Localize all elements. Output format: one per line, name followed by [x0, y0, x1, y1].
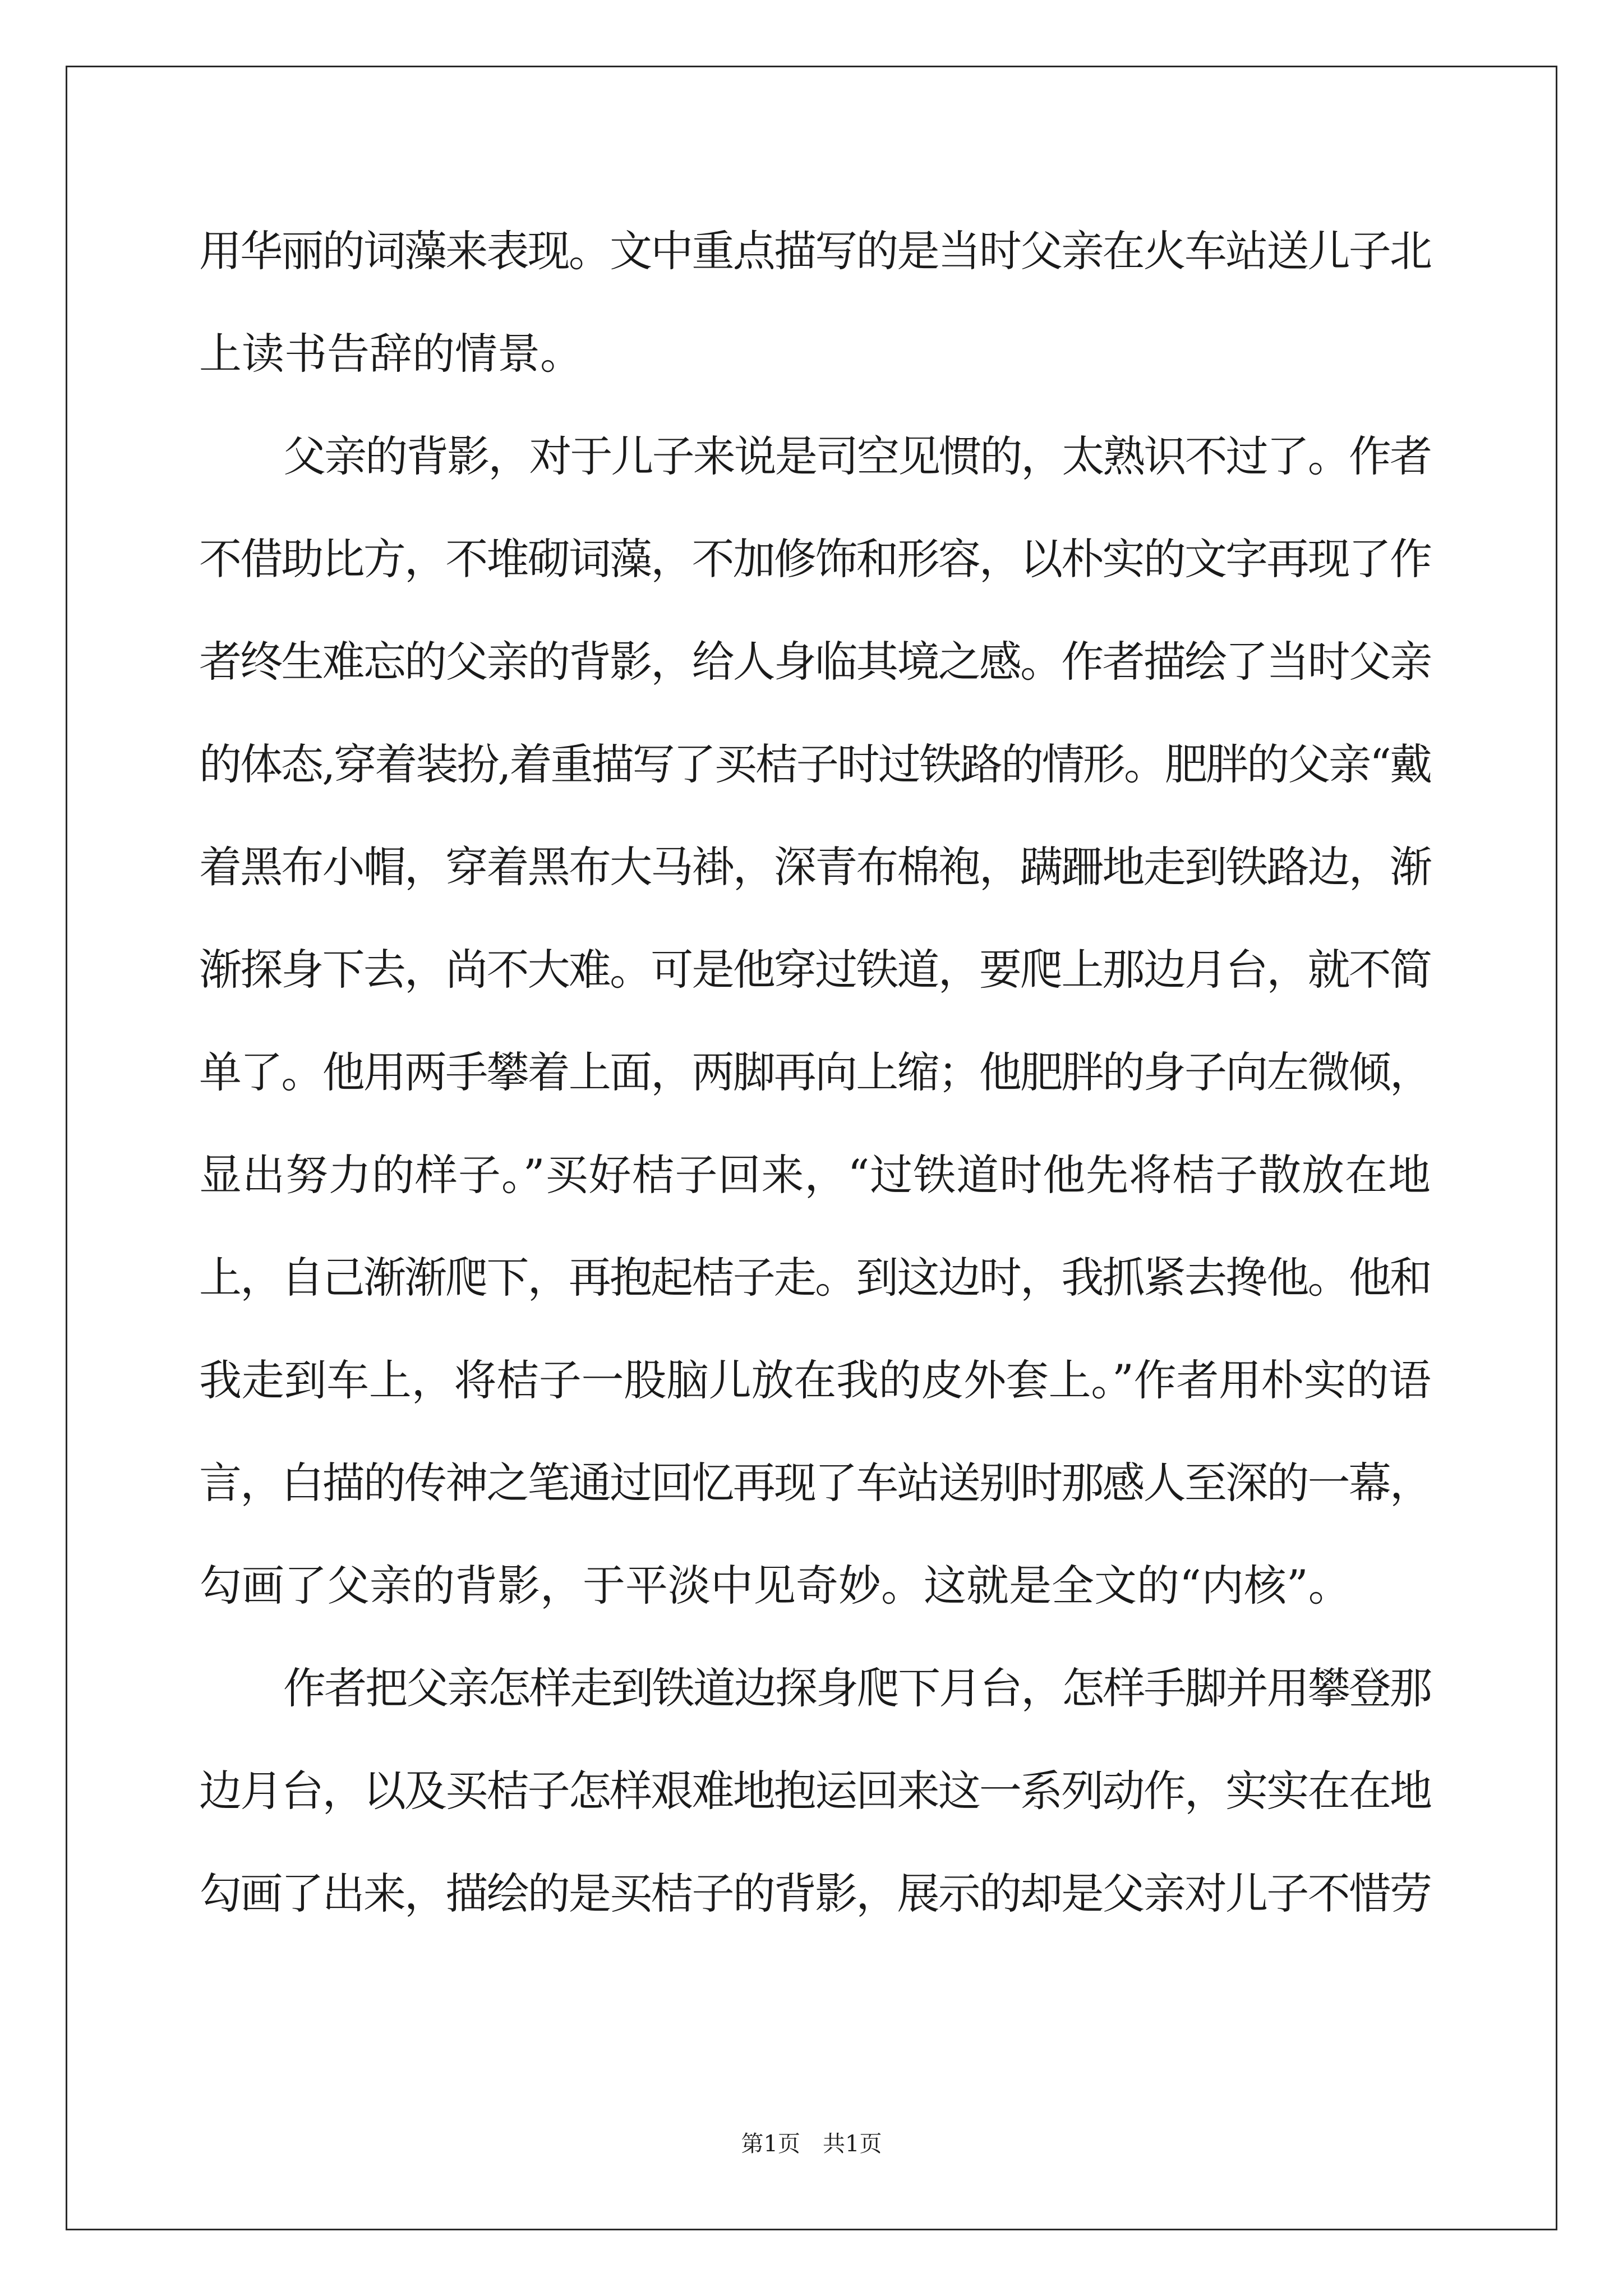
text-line: 渐探身下去，尚不大难。可是他穿过铁道，要爬上那边月台，就不简	[199, 945, 1431, 995]
text-line: 上，自己渐渐爬下，再抱起桔子走。到这边时，我抓紧去搀他。他和	[199, 1253, 1431, 1303]
text-line: 父亲的背影，对于儿子来说是司空见惯的，太熟识不过了。作者	[283, 431, 1431, 481]
page-number: 第1页	[741, 2131, 800, 2157]
text-line: 勾画了出来，描绘的是买桔子的背影，展示的却是父亲对儿子不惜劳	[199, 1869, 1431, 1918]
text-line: 勾画了父亲的背影，于平淡中见奇妙。这就是全文的“内核”。	[199, 1561, 1351, 1611]
page-total: 共1页	[823, 2131, 882, 2157]
text-line: 我走到车上，将桔子一股脑儿放在我的皮外套上。”作者用朴实的语	[199, 1355, 1431, 1405]
text-line: 显出努力的样子。”买好桔子回来，“过铁道时他先将桔子散放在地	[199, 1150, 1431, 1200]
text-line: 用华丽的词藻来表现。文中重点描写的是当时父亲在火车站送儿子北	[199, 226, 1431, 276]
text-line: 作者把父亲怎样走到铁道边探身爬下月台，怎样手脚并用攀登那	[283, 1663, 1431, 1713]
text-line: 单了。他用两手攀着上面，两脚再向上缩；他肥胖的身子向左微倾，	[199, 1047, 1431, 1097]
text-line: 言，白描的传神之笔通过回忆再现了车站送别时那感人至深的一幕，	[199, 1458, 1431, 1508]
text-line: 者终生难忘的父亲的背影，给人身临其境之感。作者描绘了当时父亲	[199, 637, 1431, 687]
page-footer	[0, 2127, 1623, 2161]
text-line: 上读书告辞的情景。	[199, 329, 583, 379]
text-line: 的体态,穿着装扮,着重描写了买桔子时过铁路的情形。肥胖的父亲“戴	[199, 739, 1431, 789]
text-line: 着黑布小帽，穿着黑布大马褂，深青布棉袍，蹒跚地走到铁路边，渐	[199, 842, 1431, 892]
text-line: 不借助比方，不堆砌词藻，不加修饰和形容，以朴实的文字再现了作	[199, 534, 1431, 584]
text-line: 边月台，以及买桔子怎样艰难地抱运回来这一系列动作，实实在在地	[199, 1766, 1431, 1816]
